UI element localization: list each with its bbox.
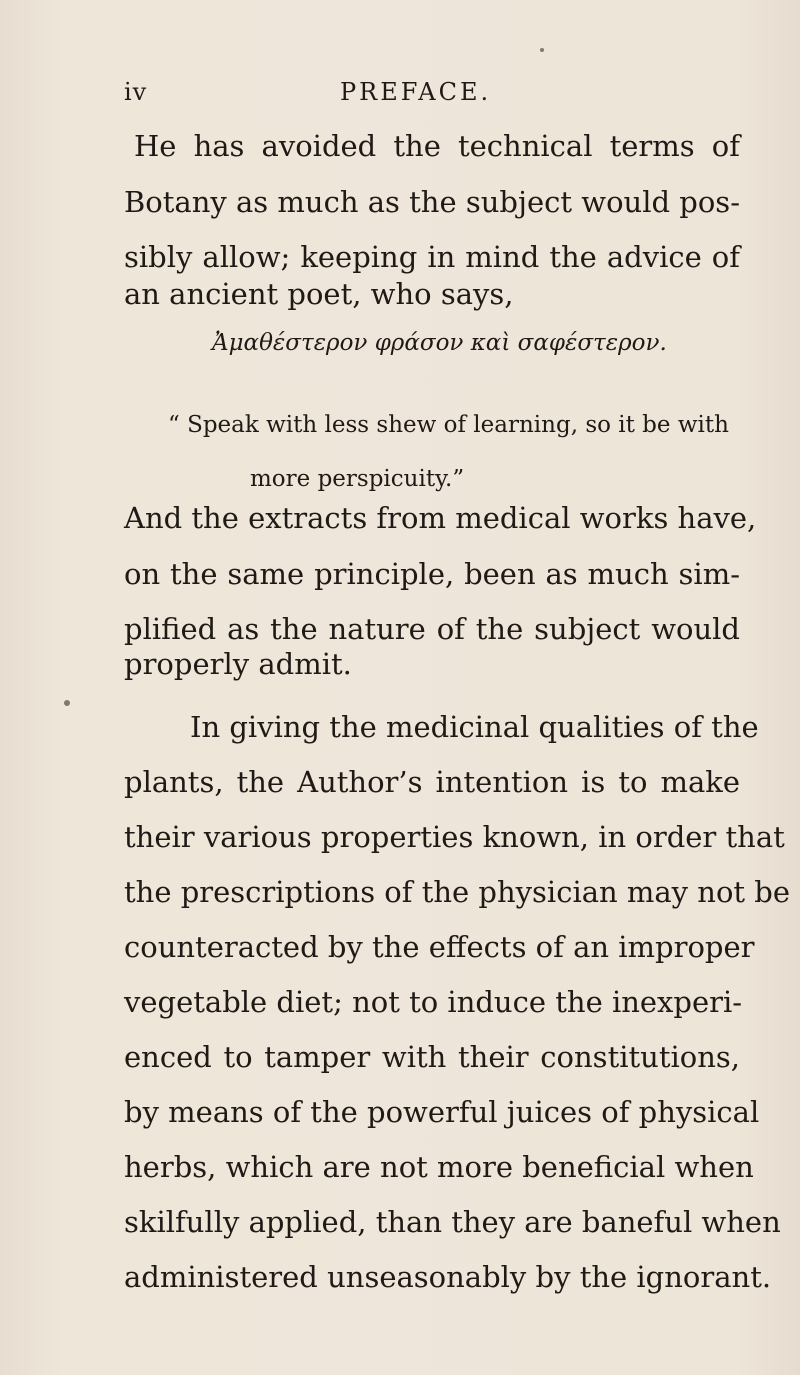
paper-speck <box>540 48 544 52</box>
text-line: Botany as much as the subject would pos- <box>124 185 740 219</box>
translation-line: “ Speak with less shew of learning, so it be with <box>168 412 729 438</box>
greek-quotation: Ἀμαθέστερον φράσον καὶ σαφέστερον. <box>212 330 667 356</box>
text-line: the prescriptions of the physician may not be <box>124 875 791 909</box>
text-line: by means of the powerful juices of physical <box>124 1095 760 1129</box>
page-number: iv <box>124 78 148 106</box>
text-line: an ancient poet, who says, <box>124 277 514 311</box>
text-line: He has avoided the technical terms of <box>134 129 740 163</box>
text-line: sibly allow; keeping in mind the advice of <box>124 240 740 274</box>
text-line: In giving the medicinal qualities of the <box>190 710 759 744</box>
text-line: plants, the Author’s intention is to make <box>124 765 740 799</box>
text-line: their various properties known, in order that <box>124 820 785 854</box>
text-line: vegetable diet; not to induce the inexperi- <box>124 985 743 1019</box>
translation-line: more perspicuity.” <box>250 466 465 492</box>
running-head: PREFACE. <box>340 78 492 106</box>
text-line: enced to tamper with their constitutions, <box>124 1040 740 1074</box>
text-line: And the extracts from medical works have, <box>124 501 757 535</box>
page-header <box>0 78 800 118</box>
text-line: herbs, which are not more beneficial when <box>124 1150 754 1184</box>
text-line: administered unseasonably by the ignorant. <box>124 1260 772 1294</box>
text-line: plified as the nature of the subject would <box>124 612 740 646</box>
text-line: counteracted by the effects of an improper <box>124 930 755 964</box>
text-line: on the same principle, been as much sim- <box>124 557 740 591</box>
text-line: skilfully applied, than they are baneful when <box>124 1205 781 1239</box>
text-line: properly admit. <box>124 647 352 681</box>
paper-speck <box>64 700 70 706</box>
